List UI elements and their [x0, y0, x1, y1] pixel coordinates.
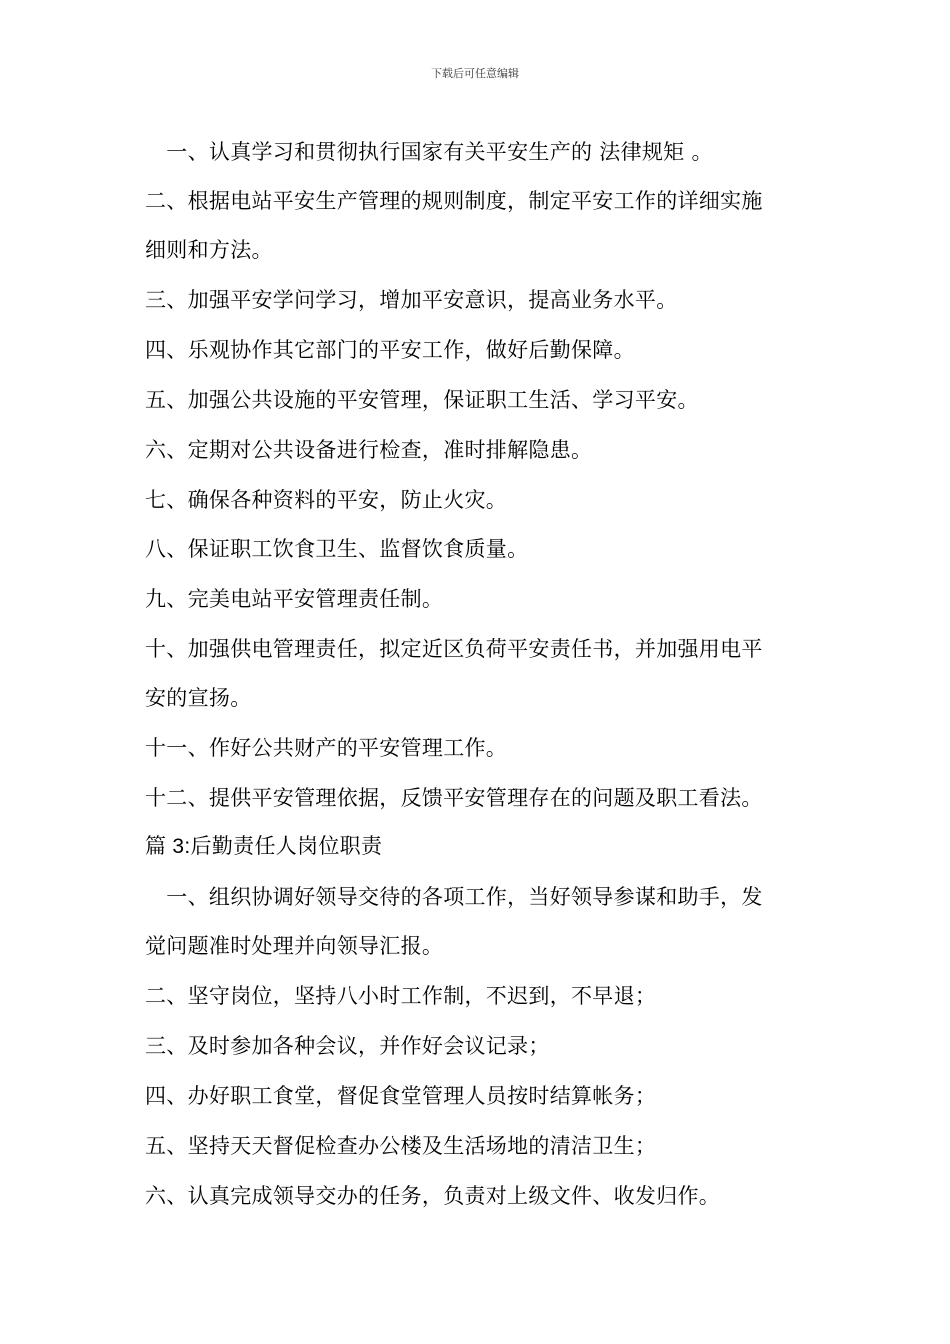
paragraph-line: 六、认真完成领导交办的任务，负责对上级文件、收发归作。 — [145, 1184, 721, 1208]
paragraph-line: 细则和方法。 — [145, 238, 273, 262]
page-header: 下载后可任意编辑 — [431, 67, 519, 80]
paragraph-line: 六、定期对公共设备进行检查，准时排解隐患。 — [145, 438, 593, 462]
paragraph-line: 十一、作好公共财产的平安管理工作。 — [145, 736, 508, 760]
paragraph-line: 三、及时参加各种会议，并作好会议记录； — [145, 1034, 550, 1058]
paragraph-line: 九、完美电站平安管理责任制。 — [145, 587, 444, 611]
paragraph-line: 二、坚守岗位，坚持八小时工作制，不迟到，不早退； — [145, 984, 657, 1008]
paragraph-line: 三、加强平安学问学习，增加平安意识，提高业务水平。 — [145, 288, 678, 312]
paragraph-line: 二、根据电站平安生产管理的规则制度，制定平安工作的详细实施 — [145, 189, 763, 213]
paragraph-line: 四、乐观协作其它部门的平安工作，做好后勤保障。 — [145, 338, 635, 362]
paragraph-line: 安的宣扬。 — [145, 686, 252, 710]
paragraph-line: 四、办好职工食堂，督促食堂管理人员按时结算帐务； — [145, 1084, 657, 1108]
paragraph-line: 觉问题准时处理并向领导汇报。 — [145, 934, 444, 958]
paragraph-line: 一、组织协调好领导交待的各项工作，当好领导参谋和助手，发 — [145, 885, 763, 909]
paragraph-line: 七、确保各种资料的平安，防止火灾。 — [145, 488, 508, 512]
paragraph-line: 十二、提供平安管理依据，反馈平安管理存在的问题及职工看法。 — [145, 786, 763, 810]
paragraph-line: 八、保证职工饮食卫生、监督饮食质量。 — [145, 537, 529, 561]
section-heading: 篇 3:后勤责任人岗位职责 — [145, 835, 383, 858]
paragraph-line: 五、加强公共设施的平安管理，保证职工生活、学习平安。 — [145, 388, 699, 412]
paragraph-line: 五、坚持天天督促检查办公楼及生活场地的清洁卫生； — [145, 1134, 657, 1158]
paragraph-line: 一、认真学习和贯彻执行国家有关平安生产的 法律规矩 。 — [145, 140, 713, 164]
paragraph-line: 十、加强供电管理责任，拟定近区负荷平安责任书，并加强用电平 — [145, 637, 763, 661]
